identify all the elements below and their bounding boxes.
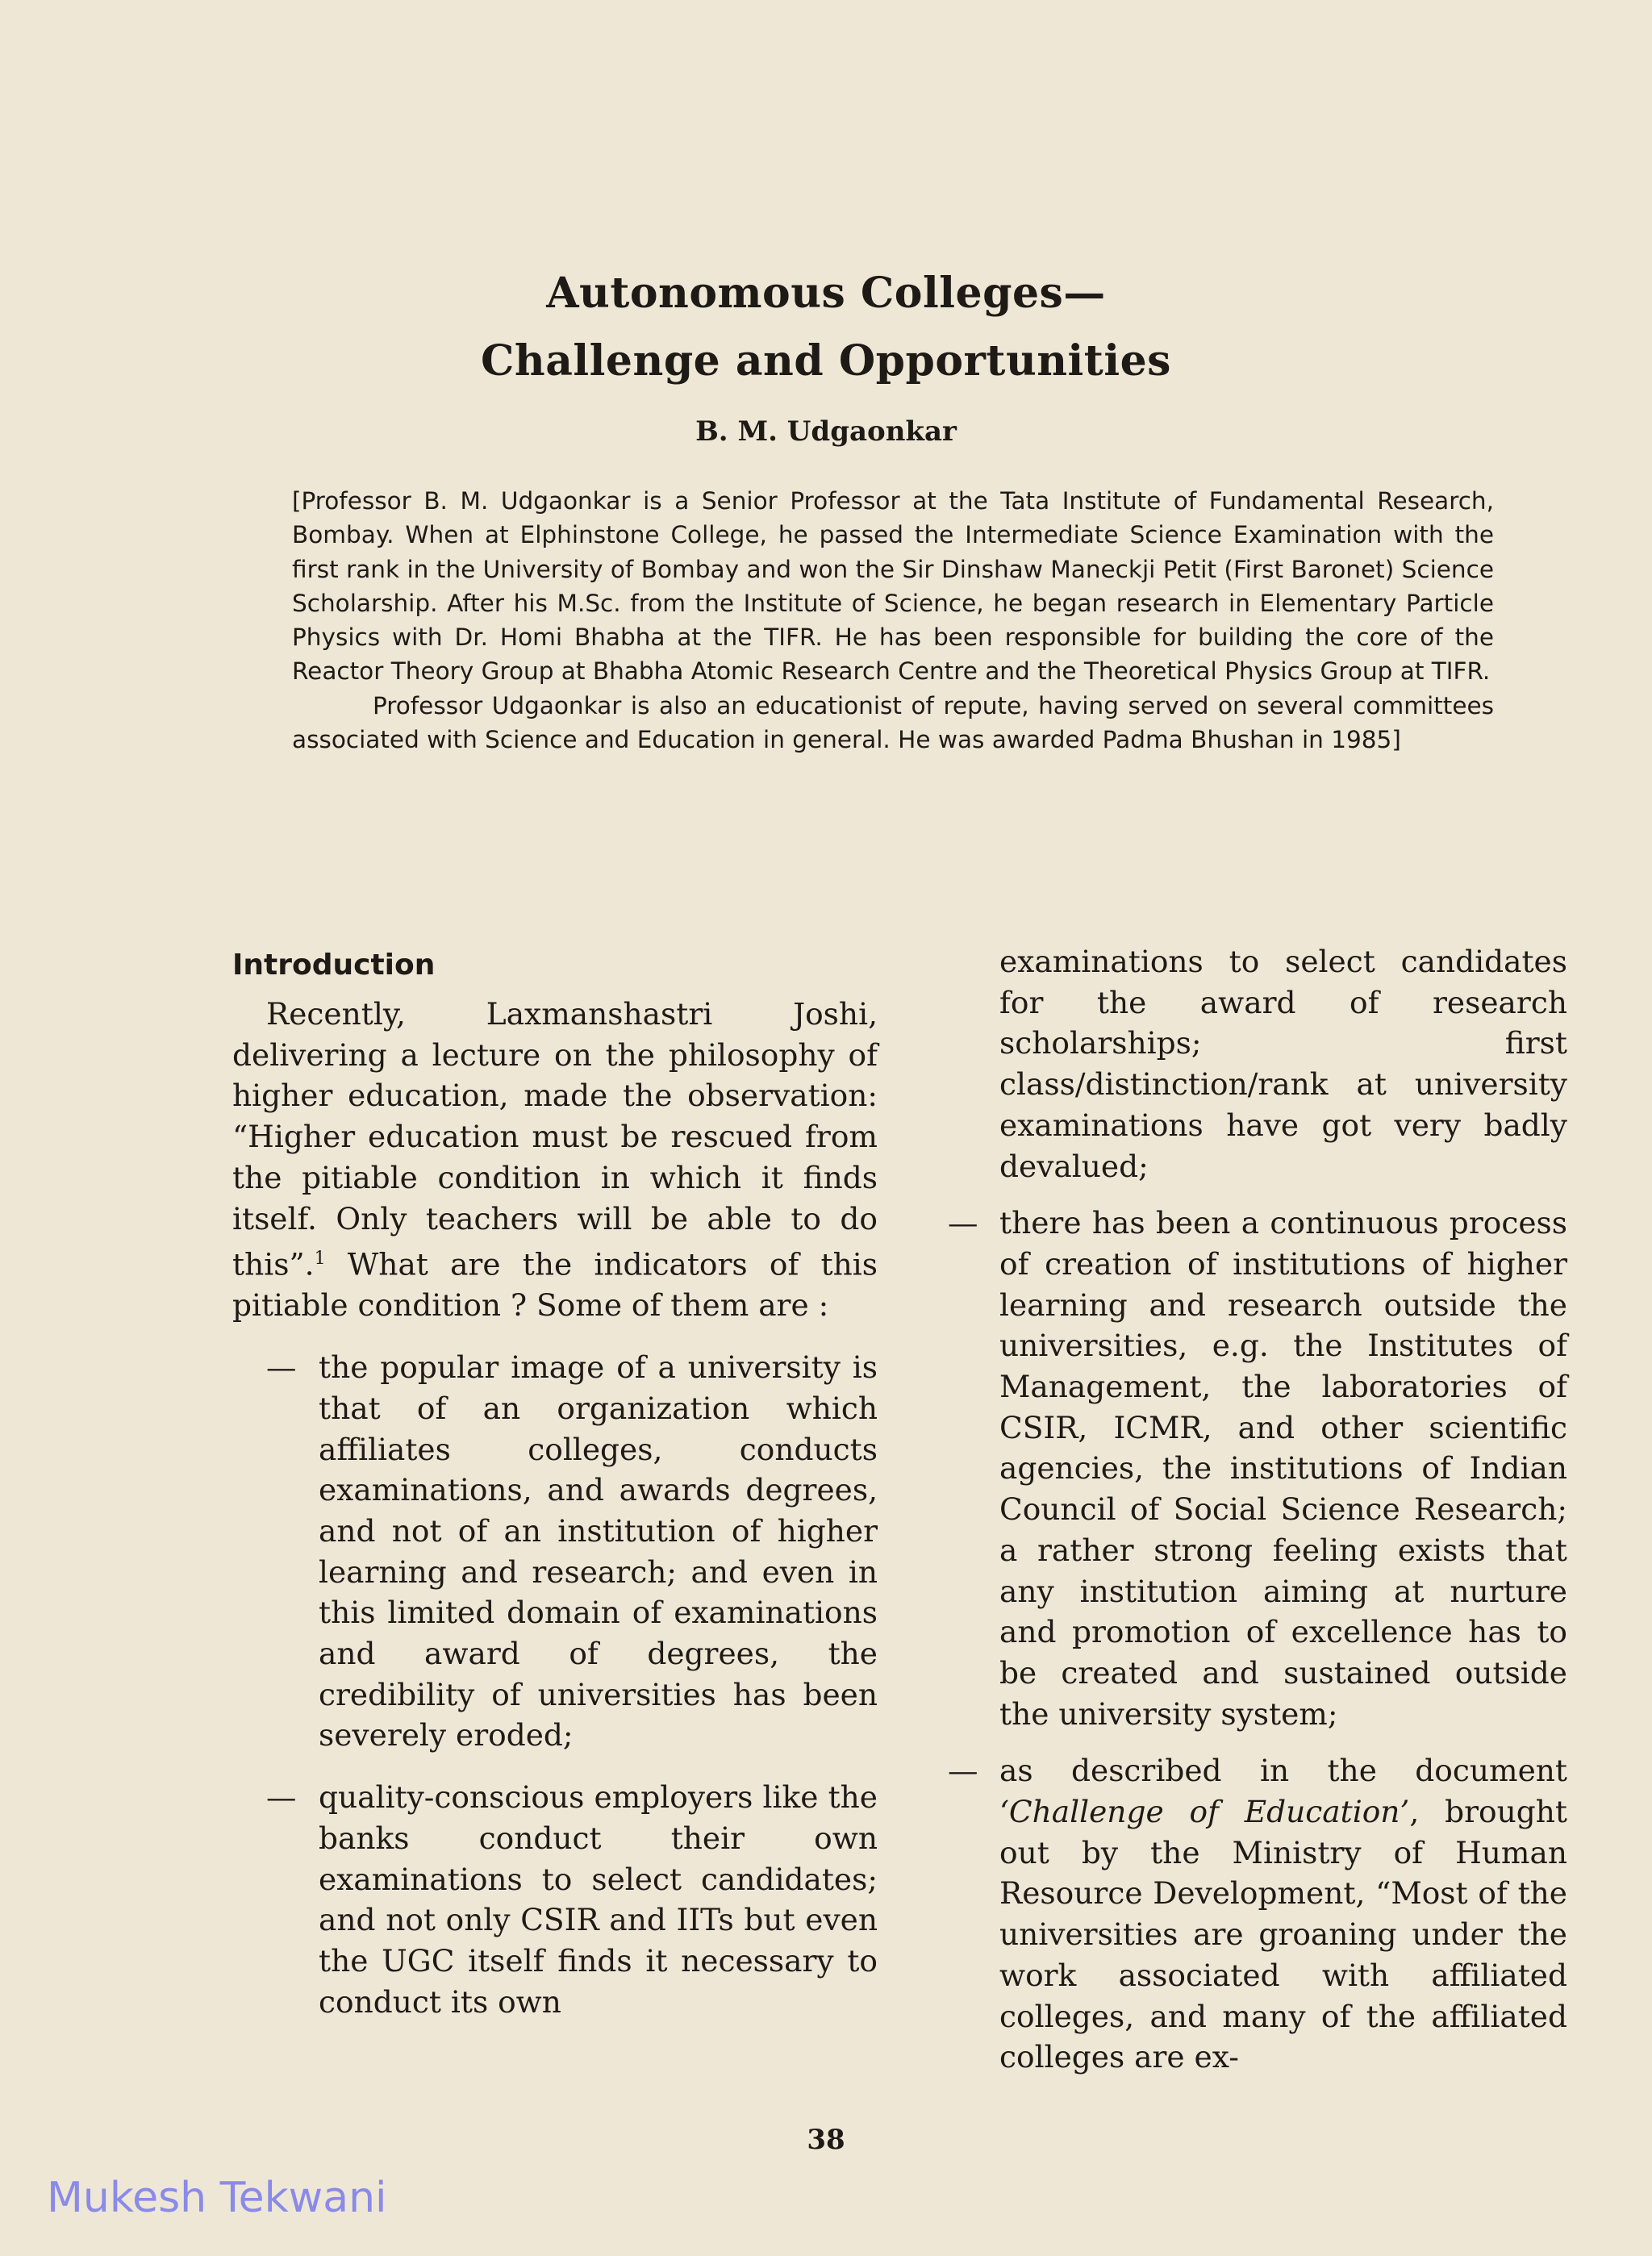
list-item-text: quality-conscious employers like the banks conduct their own examinations to select candidates; and not only CSIR and IITs but even the UGC itself finds it necessary to conduct its own (319, 1779, 878, 2020)
section-heading: Introduction (232, 949, 436, 982)
intro-text-before: Recently, Laxmanshastri Joshi, delivering a lecture on the philosophy of higher education, made the observation: “Higher education must be rescued from the pitiable condition in which it finds itself. Only teachers will be able to do this”. (232, 996, 878, 1282)
watermark: Mukesh Tekwani (47, 2174, 387, 2222)
list-item-text: there has been a continuous process of creation of institutions of higher learning and research outside the universities, e.g. the Institutes of Management, the laboratories of CSIR, ICMR, and other scientific agencies, the institutions of Indian Council of Social Science Research; a rather strong feeling exists that any institution aiming at nurture and promotion of excellence has to be created and sustained outside the university system; (999, 1205, 1567, 1732)
title-line-2: Challenge and Opportunities (481, 336, 1171, 386)
author-name: B. M. Udgaonkar (695, 415, 957, 448)
list-item (232, 1777, 878, 2022)
list-item-text: the popular image of a university is that of an organization which affiliates colleges, conducts examinations, and awards degrees, and not of an institution of higher learning and research; and even in this limited domain of examinations and award of degrees, the credibility of universities has been severely eroded; (319, 1349, 878, 1754)
article-title (0, 260, 1652, 395)
list-item-text-before: as described in the document (999, 1753, 1567, 1789)
right-column (938, 941, 1567, 2078)
dash-bullet: — (266, 1779, 297, 1816)
list-item (232, 1347, 878, 1756)
page-number: 38 (807, 2124, 845, 2156)
author-bio (292, 484, 1494, 757)
intro-text-after: What are the indicators of this pitiable condition ? Some of them are : (232, 1246, 878, 1324)
dash-bullet: — (948, 1205, 978, 1241)
intro-paragraph (232, 994, 878, 1326)
bio-paragraph-1: [Professor B. M. Udgaonkar is a Senior Professor at the Tata Institute of Fundamental Research, Bombay. When at Elphinstone College, he passed the Intermediate Science Examination with the first rank in the University of Bombay and won the Sir Dinshaw Maneckji Petit (First Baronet) Science Scholarship. After his M.Sc. from the Institute of Science, he began research in Elementary Particle Physics with Dr. Homi Bhabha at the TIFR. He has been responsible for building the core of the Reactor Theory Group at Bhabha Atomic Research Centre and the Theoretical Physics Group at TIFR. (292, 487, 1494, 686)
list-item (938, 1203, 1567, 1734)
continued-list-item-text: examinations to select candidates for the award of research scholarships; first class/distinction/rank at university examinations have got very badly devalued; (999, 944, 1567, 1184)
footnote-marker: 1 (314, 1249, 326, 1270)
bio-paragraph-2: Professor Udgaonkar is also an educationist of repute, having served on several committees associated with Science and Education in general. He was awarded Padma Bhushan in 1985] (292, 691, 1494, 754)
dash-bullet: — (266, 1349, 297, 1386)
title-line-1: Autonomous Colleges— (546, 269, 1106, 318)
dash-bullet: — (948, 1753, 978, 1789)
list-item-text-after: , brought out by the Ministry of Human Resource Development, “Most of the universities are groaning under the work associated with affiliated colleges, and many of the affiliated colleges are ex- (999, 1794, 1567, 2075)
left-column (232, 945, 878, 2022)
document-title-italic: ‘Challenge of Education’ (999, 1794, 1410, 1830)
list-item (938, 1750, 1567, 2078)
